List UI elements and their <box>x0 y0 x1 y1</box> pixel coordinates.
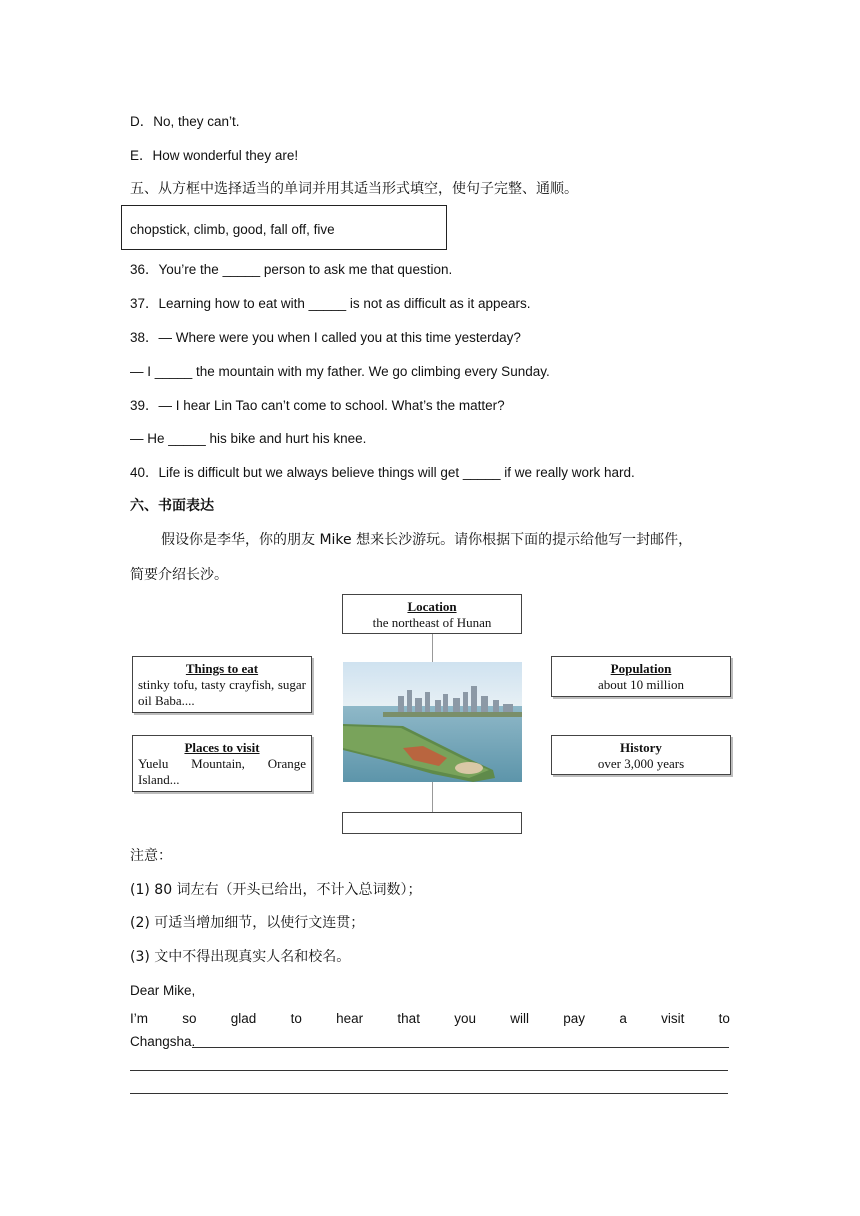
population-title: Population <box>610 661 672 676</box>
letter-word: to <box>718 1011 730 1026</box>
places-to-visit-box <box>132 735 312 792</box>
option-d: D．No, they can’t. <box>130 114 240 129</box>
population-box <box>551 656 731 697</box>
letter-word: so <box>182 1011 197 1026</box>
things-to-eat-title: Things to eat <box>185 661 259 676</box>
letter-word: that <box>397 1011 420 1026</box>
connector-top <box>432 633 433 662</box>
option-e: E．How wonderful they are! <box>130 148 299 163</box>
word-box-text: chopstick, climb, good, fall off, five <box>130 222 335 237</box>
letter-word: glad <box>230 1011 257 1026</box>
answer-line-2[interactable] <box>130 1057 728 1071</box>
population-text: about 10 million <box>598 677 684 692</box>
letter-word: pay <box>563 1011 586 1026</box>
word-box <box>121 205 447 250</box>
connector-bottom <box>432 782 433 812</box>
question-36: 36．You’re the _____ person to ask me that question. <box>130 262 453 277</box>
history-box <box>551 735 731 775</box>
history-title: History <box>620 740 662 755</box>
location-text: the northeast of Hunan <box>372 615 492 630</box>
things-to-eat-text: stinky tofu, tasty crayfish, sugar oil Baba.... <box>138 677 306 708</box>
question-39-answer: — He _____ his bike and hurt his knee. <box>130 431 367 446</box>
question-38-answer: — I _____ the mountain with my father. We go climbing every Sunday. <box>130 364 550 379</box>
letter-continuation: Changsha. <box>130 1034 196 1049</box>
notes-heading: 注意： <box>130 848 172 864</box>
changsha-island-photo <box>343 662 522 782</box>
writing-prompt-line2: 简要介绍长沙。 <box>130 567 228 583</box>
section5-heading: 五、从方框中选择适当的单词并用其适当形式填空，使句子完整、通顺。 <box>130 181 578 197</box>
note-2: (2) 可适当增加细节，以使行文连贯； <box>130 915 365 931</box>
letter-word: I’m <box>130 1011 148 1026</box>
note-1: (1) 80 词左右（开头已给出，不计入总词数）； <box>130 882 422 898</box>
answer-line-3[interactable] <box>130 1080 728 1094</box>
letter-first-line <box>130 1011 730 1026</box>
letter-greeting: Dear Mike, <box>130 983 196 998</box>
places-to-visit-title: Places to visit <box>184 740 260 755</box>
question-37: 37．Learning how to eat with _____ is not as difficult as it appears. <box>130 296 531 311</box>
letter-word: you <box>454 1011 476 1026</box>
section6-heading: 六、书面表达 <box>130 498 214 514</box>
places-to-visit-text: Yuelu Mountain, Orange Island... <box>138 756 306 787</box>
question-38-prompt: 38．— Where were you when I called you at this time yesterday? <box>130 330 521 345</box>
writing-prompt-line1: 假设你是李华，你的朋友 Mike 想来长沙游玩。请你根据下面的提示给他写一封邮件， <box>161 532 693 548</box>
letter-word: will <box>510 1011 530 1026</box>
things-to-eat-box <box>132 656 312 713</box>
history-text: over 3,000 years <box>597 756 685 771</box>
answer-line-1[interactable] <box>192 1034 729 1048</box>
location-box <box>342 594 522 634</box>
location-title: Location <box>407 599 457 614</box>
letter-word: visit <box>661 1011 685 1026</box>
letter-word: a <box>619 1011 627 1026</box>
question-40: 40．Life is difficult but we always believe things will get _____ if we really work hard. <box>130 465 635 480</box>
note-3: (3) 文中不得出现真实人名和校名。 <box>130 949 351 965</box>
letter-word: hear <box>336 1011 364 1026</box>
letter-word: to <box>290 1011 302 1026</box>
question-39-prompt: 39．— I hear Lin Tao can’t come to school. What’s the matter? <box>130 398 505 413</box>
empty-bottom-box <box>342 812 522 834</box>
